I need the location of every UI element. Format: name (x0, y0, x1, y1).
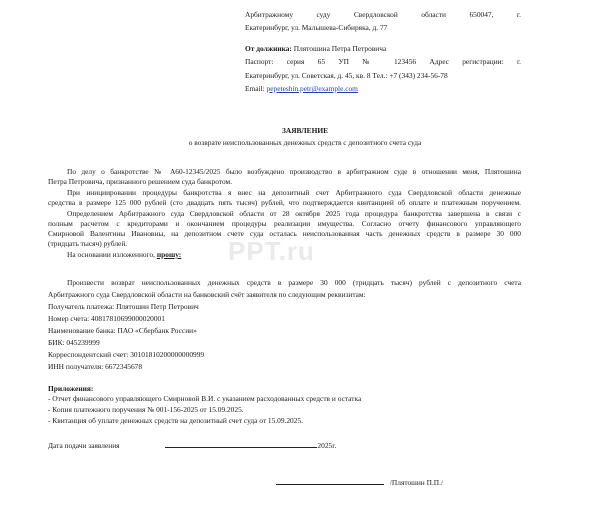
document-title: ЗАЯВЛЕНИЕ (281, 126, 329, 135)
date-label: Дата подачи заявления (48, 441, 120, 450)
filing-date-line (48, 441, 336, 451)
paragraph-1-line-1: По делу о банкротстве № А60-12345/2025 было возбуждено производство в арбитражном суде в отношении меня, Плятошина (67, 167, 521, 176)
paragraph-2-line-2: средства в размере 125 000 рублей (сто двадцать пять тысяч) рублей, что подтверждается квитанцией об оплате и платежным поручением. (48, 198, 521, 207)
request-keyword: прошу: (156, 250, 182, 259)
document-subtitle: о возврате неиспользованных денежных средств с депозитного счета суда (188, 138, 422, 147)
paragraph-3-line-2: полным расчетом с кредиторами и окончанием процедуры реализации имущества. Согласно отчету финансового управляющего (48, 219, 521, 228)
basis-text: На основании изложенного, (67, 250, 156, 259)
court-index: 650047, г. (469, 10, 521, 19)
email-label: Email: (245, 84, 265, 93)
email-link[interactable]: pepeteshin.petr@example.com (266, 84, 358, 93)
detail-inn: ИНН получателя: 6672345678 (48, 362, 143, 371)
signature-line (276, 478, 443, 488)
attachment-item: - Копия платежного поручения № 001-156-2025 от 15.09.2025. (48, 405, 244, 414)
paragraph-3-line-3: Смирновой Валентины Ивановны, на депозитном счете суда осталась неиспользованная часть денежных средств в размере 30 000 (48, 229, 521, 238)
attachments-title: Приложения: (48, 384, 94, 393)
watermark: PPT.ru (228, 236, 315, 266)
paragraph-3-line-1: Определением Арбитражного суда Свердловской области от 28 октября 2025 года процедура банкротства завершена в связи с (67, 209, 521, 218)
email-line (245, 84, 358, 94)
court-name: Арбитражному суду Свердловской области (245, 10, 446, 19)
signature-blank (276, 484, 384, 485)
basis-line (67, 250, 181, 260)
detail-bank: Наименование банка: ПАО «Сбербанк России» (48, 326, 197, 335)
detail-account: Номер счета: 40817810699000020001 (48, 314, 165, 323)
detail-recipient: Получатель платежа: Плятошин Петр Петрович (48, 302, 199, 311)
passport-line1: Паспорт: серия 65 УП № 123456 Адрес регистрации: г. (245, 57, 521, 66)
date-blank (165, 447, 317, 448)
request-line-1: Произвести возврат неиспользованных денежных средств в размере 30 000 (тридцать тысяч) рублей с депозитного счета (67, 278, 521, 287)
signature-name: /Плятошин П.П./ (389, 478, 444, 487)
from-line (245, 44, 386, 54)
request-line-2: Арбитражного суда Свердловской области на банковский счёт заявителя по следующим реквизитам: (48, 290, 366, 299)
attachment-item: - Отчет финансового управляющего Смирновой В.И. с указанием расходованных средств и остатка (48, 394, 362, 403)
paragraph-3-line-4: (тридцать тысяч) рублей. (48, 239, 128, 248)
detail-corr-account: Корреспондентский счет: 30101810200000000999 (48, 350, 205, 359)
date-year: 2025г. (317, 441, 337, 450)
paragraph-1-line-2: Петра Петровича, признанного решением суда банкротом. (48, 177, 233, 186)
court-address-line2: Екатеринбург, ул. Малышева-Сибиряка, д. 77 (245, 23, 388, 32)
paragraph-2-line-1: При инициировании процедуры банкротства я внес на депозитный счет Арбитражного суда Свердловской области денежные (67, 188, 521, 197)
detail-bik: БИК: 045239999 (48, 338, 100, 347)
from-label: От должника: (245, 44, 292, 53)
from-name: Плятошина Петра Петровича (293, 44, 387, 53)
passport-line2: Екатеринбург, ул. Советская, д. 45, кв. 8 Тел.: +7 (343) 234-56-78 (245, 71, 448, 80)
attachment-item: - Квитанция об уплате денежных средств на депозитный счет суда от 15.09.2025. (48, 416, 303, 425)
court-address-line1 (245, 10, 521, 20)
